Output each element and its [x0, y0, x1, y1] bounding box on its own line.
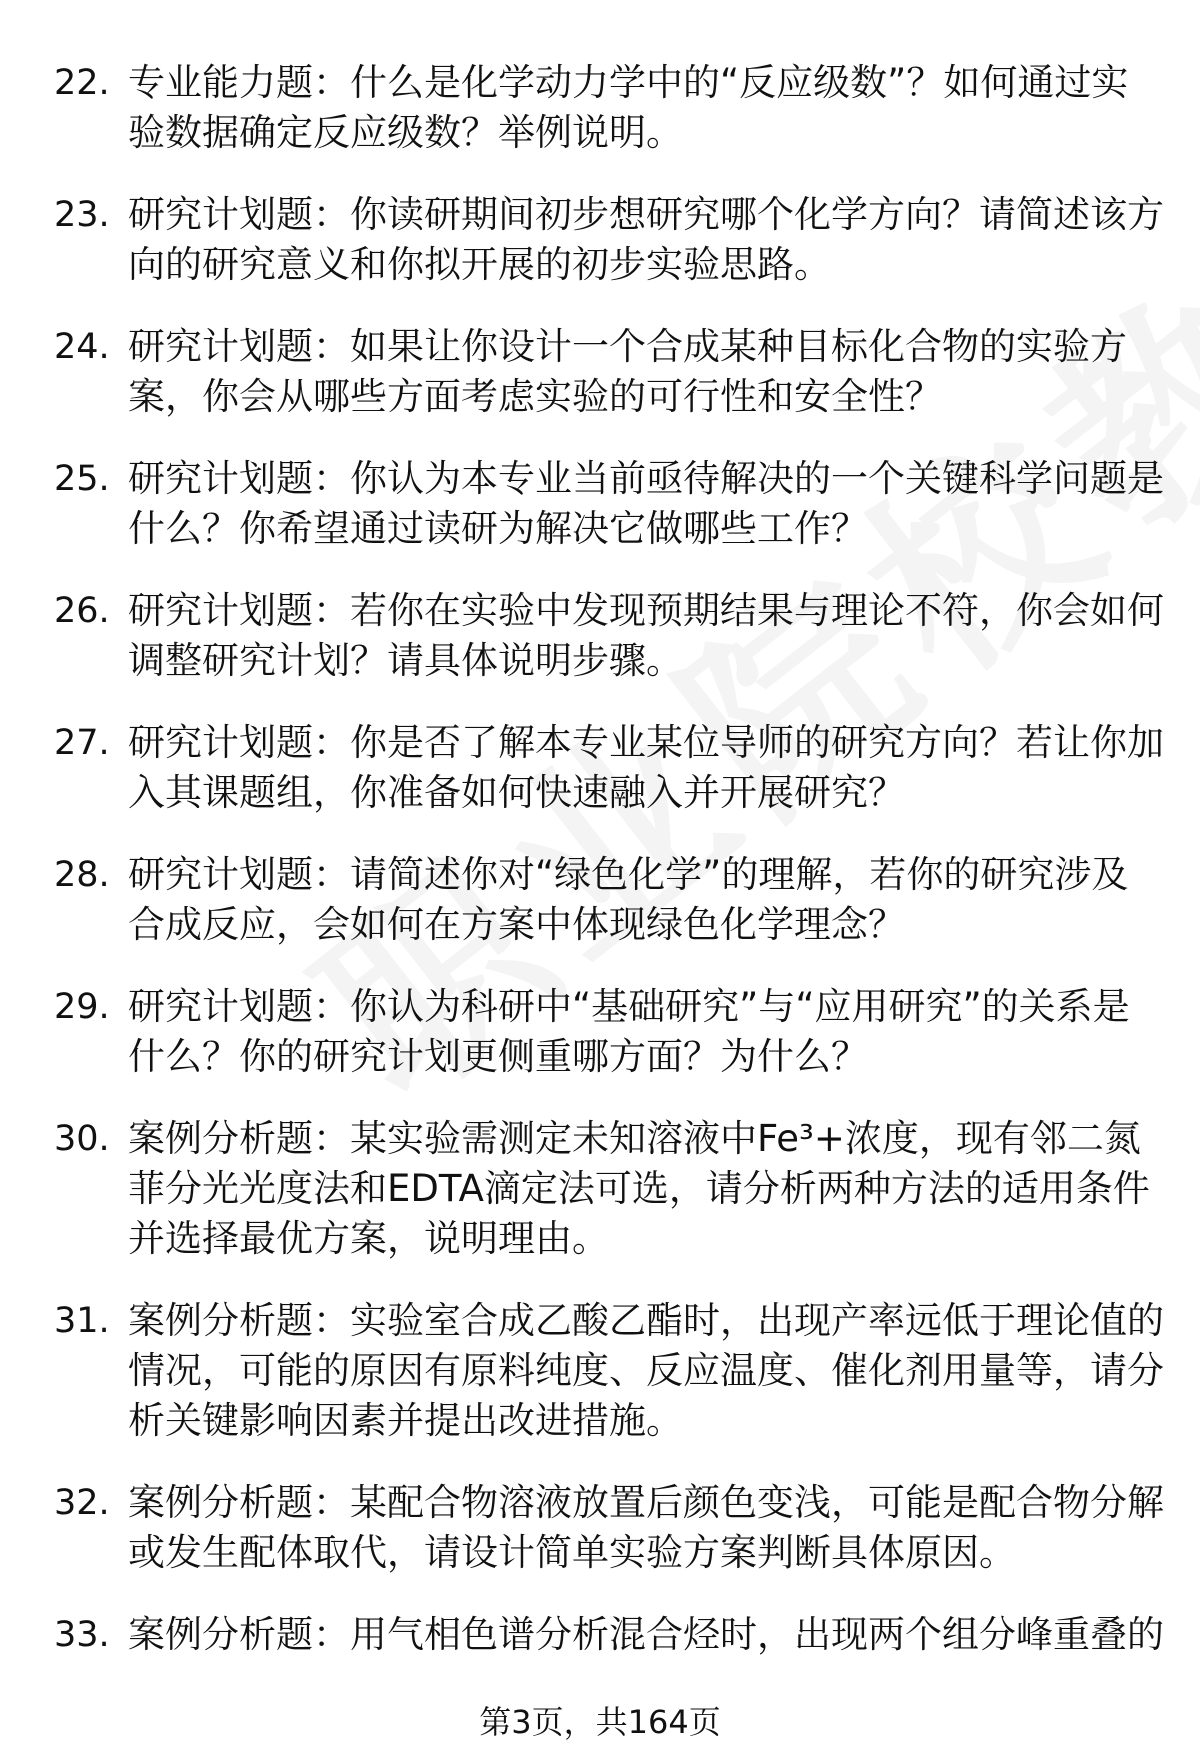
question-text: 研究计划题：请简述你对“绿色化学”的理解，若你的研究涉及合成反应，会如何在方案中体现绿色化学理念？ — [128, 853, 1129, 946]
question-number: 24. — [54, 327, 110, 367]
question-item — [54, 1114, 1164, 1264]
question-number: 28. — [54, 855, 110, 895]
question-item — [54, 454, 1164, 554]
question-text: 研究计划题：你认为科研中“基础研究”与“应用研究”的关系是什么？你的研究计划更侧重哪方面？为什么？ — [128, 985, 1130, 1078]
question-number: 25. — [54, 459, 110, 499]
question-list — [54, 58, 1164, 1692]
question-item — [54, 1610, 1164, 1660]
question-number: 32. — [54, 1483, 110, 1523]
question-number: 23. — [54, 195, 110, 235]
question-text: 研究计划题：你是否了解本专业某位导师的研究方向？若让你加入其课题组，你准备如何快速融入并开展研究？ — [128, 721, 1164, 814]
question-text: 研究计划题：你读研期间初步想研究哪个化学方向？请简述该方向的研究意义和你拟开展的初步实验思路。 — [128, 193, 1164, 286]
question-text: 专业能力题：什么是化学动力学中的“反应级数”？如何通过实验数据确定反应级数？举例说明。 — [128, 61, 1129, 154]
question-number: 22. — [54, 63, 110, 103]
question-text: 研究计划题：你认为本专业当前亟待解决的一个关键科学问题是什么？你希望通过读研为解决它做哪些工作？ — [128, 457, 1164, 550]
question-number: 26. — [54, 591, 110, 631]
page-footer: 第3页，共164页 — [479, 1703, 721, 1741]
question-item — [54, 1478, 1164, 1578]
question-text: 案例分析题：实验室合成乙酸乙酯时，出现产率远低于理论值的情况，可能的原因有原料纯度、反应温度、催化剂用量等，请分析关键影响因素并提出改进措施。 — [128, 1299, 1164, 1442]
question-item — [54, 322, 1164, 422]
question-item — [54, 58, 1164, 158]
question-number: 27. — [54, 723, 110, 763]
question-number: 29. — [54, 987, 110, 1027]
question-item — [54, 982, 1164, 1082]
question-text: 研究计划题：若你在实验中发现预期结果与理论不符，你会如何调整研究计划？请具体说明步骤。 — [128, 589, 1164, 682]
question-item — [54, 190, 1164, 290]
question-text: 案例分析题：用气相色谱分析混合烃时，出现两个组分峰重叠的 — [128, 1613, 1164, 1656]
question-item — [54, 850, 1164, 950]
question-text: 案例分析题：某配合物溶液放置后颜色变浅，可能是配合物分解或发生配体取代，请设计简单实验方案判断具体原因。 — [128, 1481, 1164, 1574]
question-text: 研究计划题：如果让你设计一个合成某种目标化合物的实验方案，你会从哪些方面考虑实验的可行性和安全性？ — [128, 325, 1127, 418]
question-number: 31. — [54, 1301, 110, 1341]
question-number: 33. — [54, 1615, 110, 1655]
question-item — [54, 586, 1164, 686]
question-text: 案例分析题：某实验需测定未知溶液中Fe³+浓度，现有邻二氮菲分光光度法和EDTA滴定法可选，请分析两种方法的适用条件并选择最优方案，说明理由。 — [128, 1117, 1150, 1260]
question-item — [54, 718, 1164, 818]
question-number: 30. — [54, 1119, 110, 1159]
question-item — [54, 1296, 1164, 1446]
